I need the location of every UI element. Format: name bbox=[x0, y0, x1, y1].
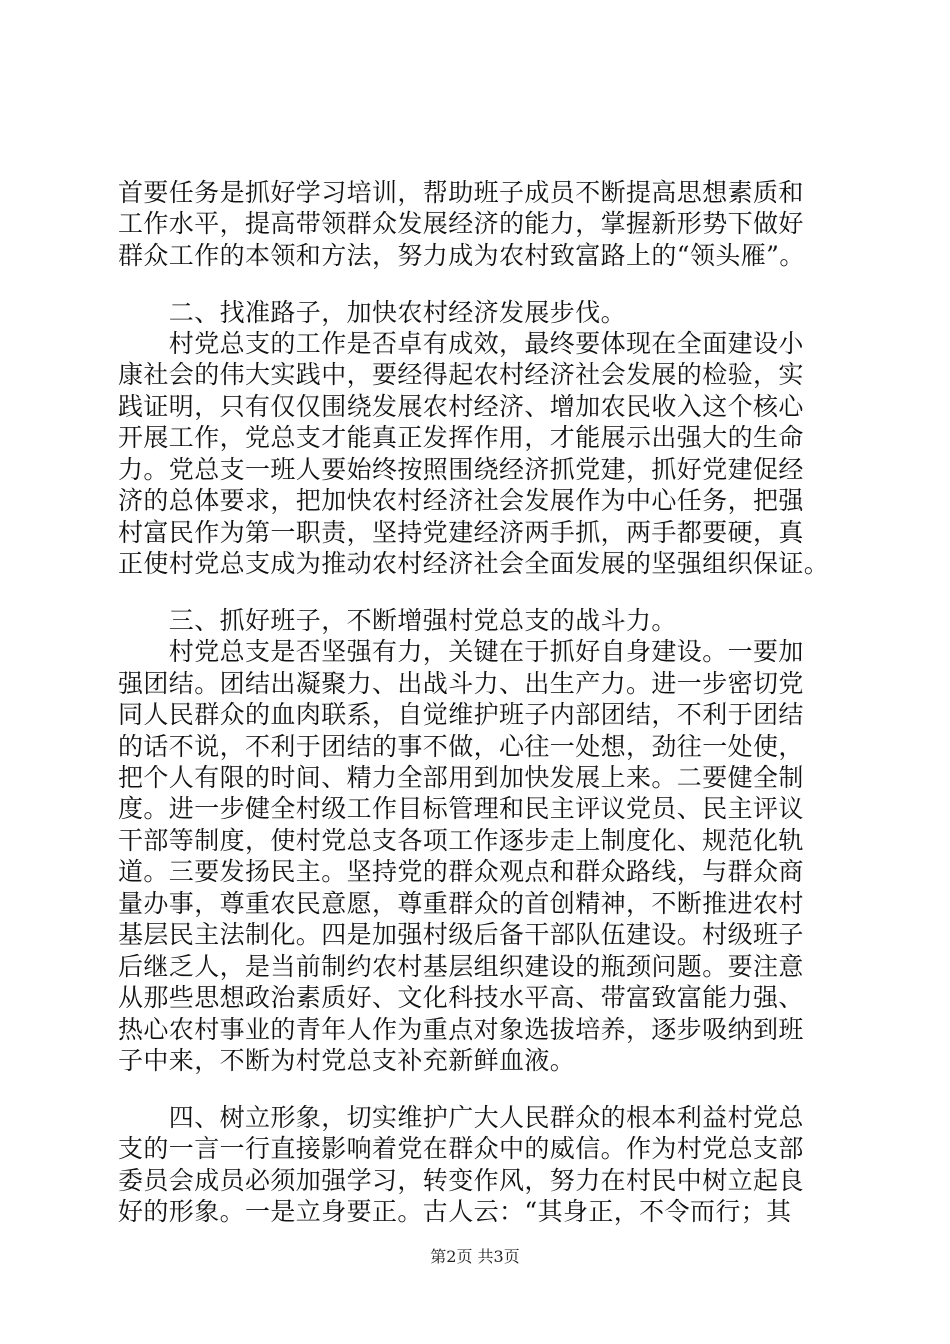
text-line: 委员会成员必须加强学习，转变作风，努力在村民中树立起良 bbox=[118, 1166, 804, 1195]
text-line: 强团结。团结出凝聚力、出战斗力、出生产力。进一步密切党 bbox=[118, 669, 804, 698]
text-line: 后继乏人，是当前制约农村基层组织建设的瓶颈问题。要注意 bbox=[118, 952, 804, 981]
text-line: 力。党总支一班人要始终按照围绕经济抓党建，抓好党建促经 bbox=[118, 455, 804, 484]
text-line: 把个人有限的时间、精力全部用到加快发展上来。二要健全制 bbox=[118, 763, 804, 792]
text-line: 康社会的伟大实践中，要经得起农村经济社会发展的检验，实 bbox=[118, 360, 804, 389]
text-line: 首要任务是抓好学习培训，帮助班子成员不断提高思想素质和 bbox=[118, 178, 804, 207]
text-line: 村富民作为第一职责，坚持党建经济两手抓，两手都要硬，真 bbox=[118, 518, 804, 547]
text-line: 量办事，尊重农民意愿，尊重群众的首创精神，不断推进农村 bbox=[118, 889, 804, 918]
text-line: 村党总支的工作是否卓有成效，最终要体现在全面建设小 bbox=[118, 329, 804, 358]
section-heading: 二、找准路子，加快农村经济发展步伐。 bbox=[118, 298, 627, 327]
text-line: 开展工作，党总支才能真正发挥作用，才能展示出强大的生命 bbox=[118, 423, 804, 452]
text-line: 从那些思想政治素质好、文化科技水平高、带富致富能力强、 bbox=[118, 983, 804, 1012]
text-line: 正使村党总支成为推动农村经济社会全面发展的坚强组织保证。 bbox=[118, 549, 830, 578]
page-number-footer: 第2页 共3页 bbox=[430, 1247, 520, 1266]
text-line: 践证明，只有仅仅围绕发展农村经济、增加农民收入这个核心 bbox=[118, 392, 804, 421]
text-line: 村党总支是否坚强有力，关键在于抓好自身建设。一要加 bbox=[118, 637, 804, 666]
section-heading: 四、树立形象，切实维护广大人民群众的根本利益村党总 bbox=[118, 1103, 804, 1132]
text-line: 群众工作的本领和方法，努力成为农村致富路上的“领头雁”。 bbox=[118, 241, 805, 270]
text-line: 干部等制度，使村党总支各项工作逐步走上制度化、规范化轨 bbox=[118, 826, 804, 855]
text-line: 道。三要发扬民主。坚持党的群众观点和群众路线，与群众商 bbox=[118, 857, 804, 886]
text-line: 子中来，不断为村党总支补充新鲜血液。 bbox=[118, 1046, 576, 1075]
text-line: 工作水平，提高带领群众发展经济的能力，掌握新形势下做好 bbox=[118, 209, 804, 238]
text-line: 基层民主法制化。四是加强村级后备干部队伍建设。村级班子 bbox=[118, 920, 804, 949]
section-heading: 三、抓好班子，不断增强村党总支的战斗力。 bbox=[118, 606, 677, 635]
text-line: 热心农村事业的青年人作为重点对象选拔培养，逐步吸纳到班 bbox=[118, 1015, 804, 1044]
text-line: 好的形象。一是立身要正。古人云：“其身正，不令而行；其 bbox=[118, 1197, 792, 1226]
text-line: 济的总体要求，把加快农村经济社会发展作为中心任务，把强 bbox=[118, 486, 804, 515]
text-line: 同人民群众的血肉联系，自觉维护班子内部团结，不利于团结 bbox=[118, 700, 804, 729]
text-line: 度。进一步健全村级工作目标管理和民主评议党员、民主评议 bbox=[118, 794, 804, 823]
text-line: 支的一言一行直接影响着党在群众中的威信。作为村党总支部 bbox=[118, 1134, 804, 1163]
text-line: 的话不说，不利于团结的事不做，心往一处想，劲往一处使， bbox=[118, 732, 804, 761]
